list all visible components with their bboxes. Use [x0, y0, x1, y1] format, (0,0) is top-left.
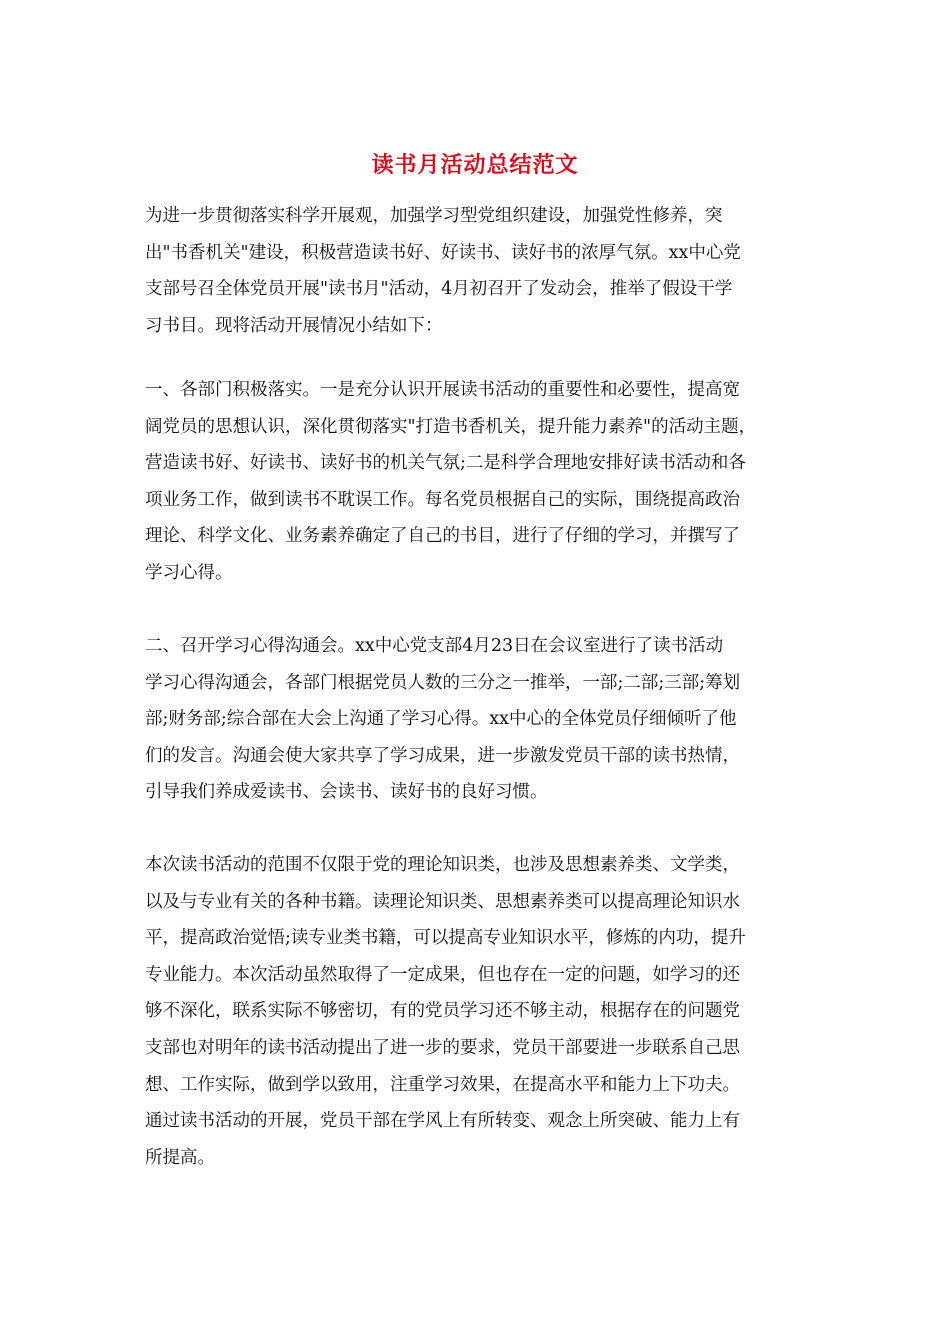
paragraph-line: 支部号召全体党员开展"读书月"活动，4月初召开了发动会，推举了假设干学 [145, 279, 733, 300]
paragraph-line: 学习心得沟通会，各部门根据党员人数的三分之一推举，一部;二部;三部;筹划 [145, 672, 741, 693]
document-title: 读书月活动总结范文 [371, 152, 579, 178]
paragraph-line: 够不深化，联系实际不够密切，有的党员学习还不够主动，根据存在的问题党 [145, 1001, 740, 1022]
paragraph-3 [145, 628, 810, 811]
paragraph-line: 一、各部门积极落实。一是充分认识开展读书活动的重要性和必要性，提高宽 [145, 380, 740, 400]
paragraph-line: 为进一步贯彻落实科学开展观，加强学习型党组织建设，加强党性修养，突 [145, 206, 723, 226]
paragraph-line: 理论、科学文化、业务素养确定了自己的书目，进行了仔细的学习，并撰写了 [145, 526, 740, 547]
paragraph-line: 所提高。 [145, 1147, 215, 1168]
paragraph-line: 二、召开学习心得沟通会。xx中心党支部4月23日在会议室进行了读书活动 [145, 636, 724, 656]
paragraph-line: 以及与专业有关的各种书籍。读理论知识类、思想素养类可以提高理论知识水 [145, 891, 740, 912]
paragraph-4 [145, 847, 810, 1176]
paragraph-line: 们的发言。沟通会使大家共享了学习成果，进一步激发党员干部的读书热情， [145, 745, 740, 766]
paragraph-line: 项业务工作，做到读书不耽误工作。每名党员根据自己的实际，围绕提高政治 [145, 489, 740, 510]
paragraph-line: 出"书香机关"建设，积极营造读书好、好读书、读好书的浓厚气氛。xx中心党 [145, 242, 741, 263]
paragraph-line: 专业能力。本次活动虽然取得了一定成果，但也存在一定的问题，如学习的还 [145, 964, 740, 985]
paragraph-line: 通过读书活动的开展，党员干部在学风上有所转变、观念上所突破、能力上有 [145, 1111, 740, 1132]
paragraph-line: 部;财务部;综合部在大会上沟通了学习心得。xx中心的全体党员仔细倾听了他 [145, 709, 737, 730]
paragraph-line: 学习心得。 [145, 562, 233, 583]
paragraph-line: 阔党员的思想认识，深化贯彻落实"打造书香机关，提升能力素养"的活动主题， [145, 416, 757, 437]
paragraph-2 [145, 372, 810, 592]
paragraph-line: 习书目。现将活动开展情况小结如下： [145, 315, 443, 336]
paragraph-line: 平，提高政治觉悟;读专业类书籍，可以提高专业知识水平，修炼的内功，提升 [145, 928, 746, 949]
paragraph-line: 本次读书活动的范围不仅限于党的理论知识类，也涉及思想素养类、文学类， [145, 855, 740, 875]
paragraph-line: 营造读书好、好读书、读好书的机关气氛;二是科学合理地安排好读书活动和各 [145, 453, 746, 474]
paragraph-1 [145, 198, 810, 344]
paragraph-line: 想、工作实际，做到学以致用，注重学习效果，在提高水平和能力上下功夫。 [145, 1074, 740, 1095]
paragraph-line: 引导我们养成爱读书、会读书、读好书的良好习惯。 [145, 782, 548, 803]
paragraph-line: 支部也对明年的读书活动提出了进一步的要求，党员干部要进一步联系自己思 [145, 1037, 740, 1058]
